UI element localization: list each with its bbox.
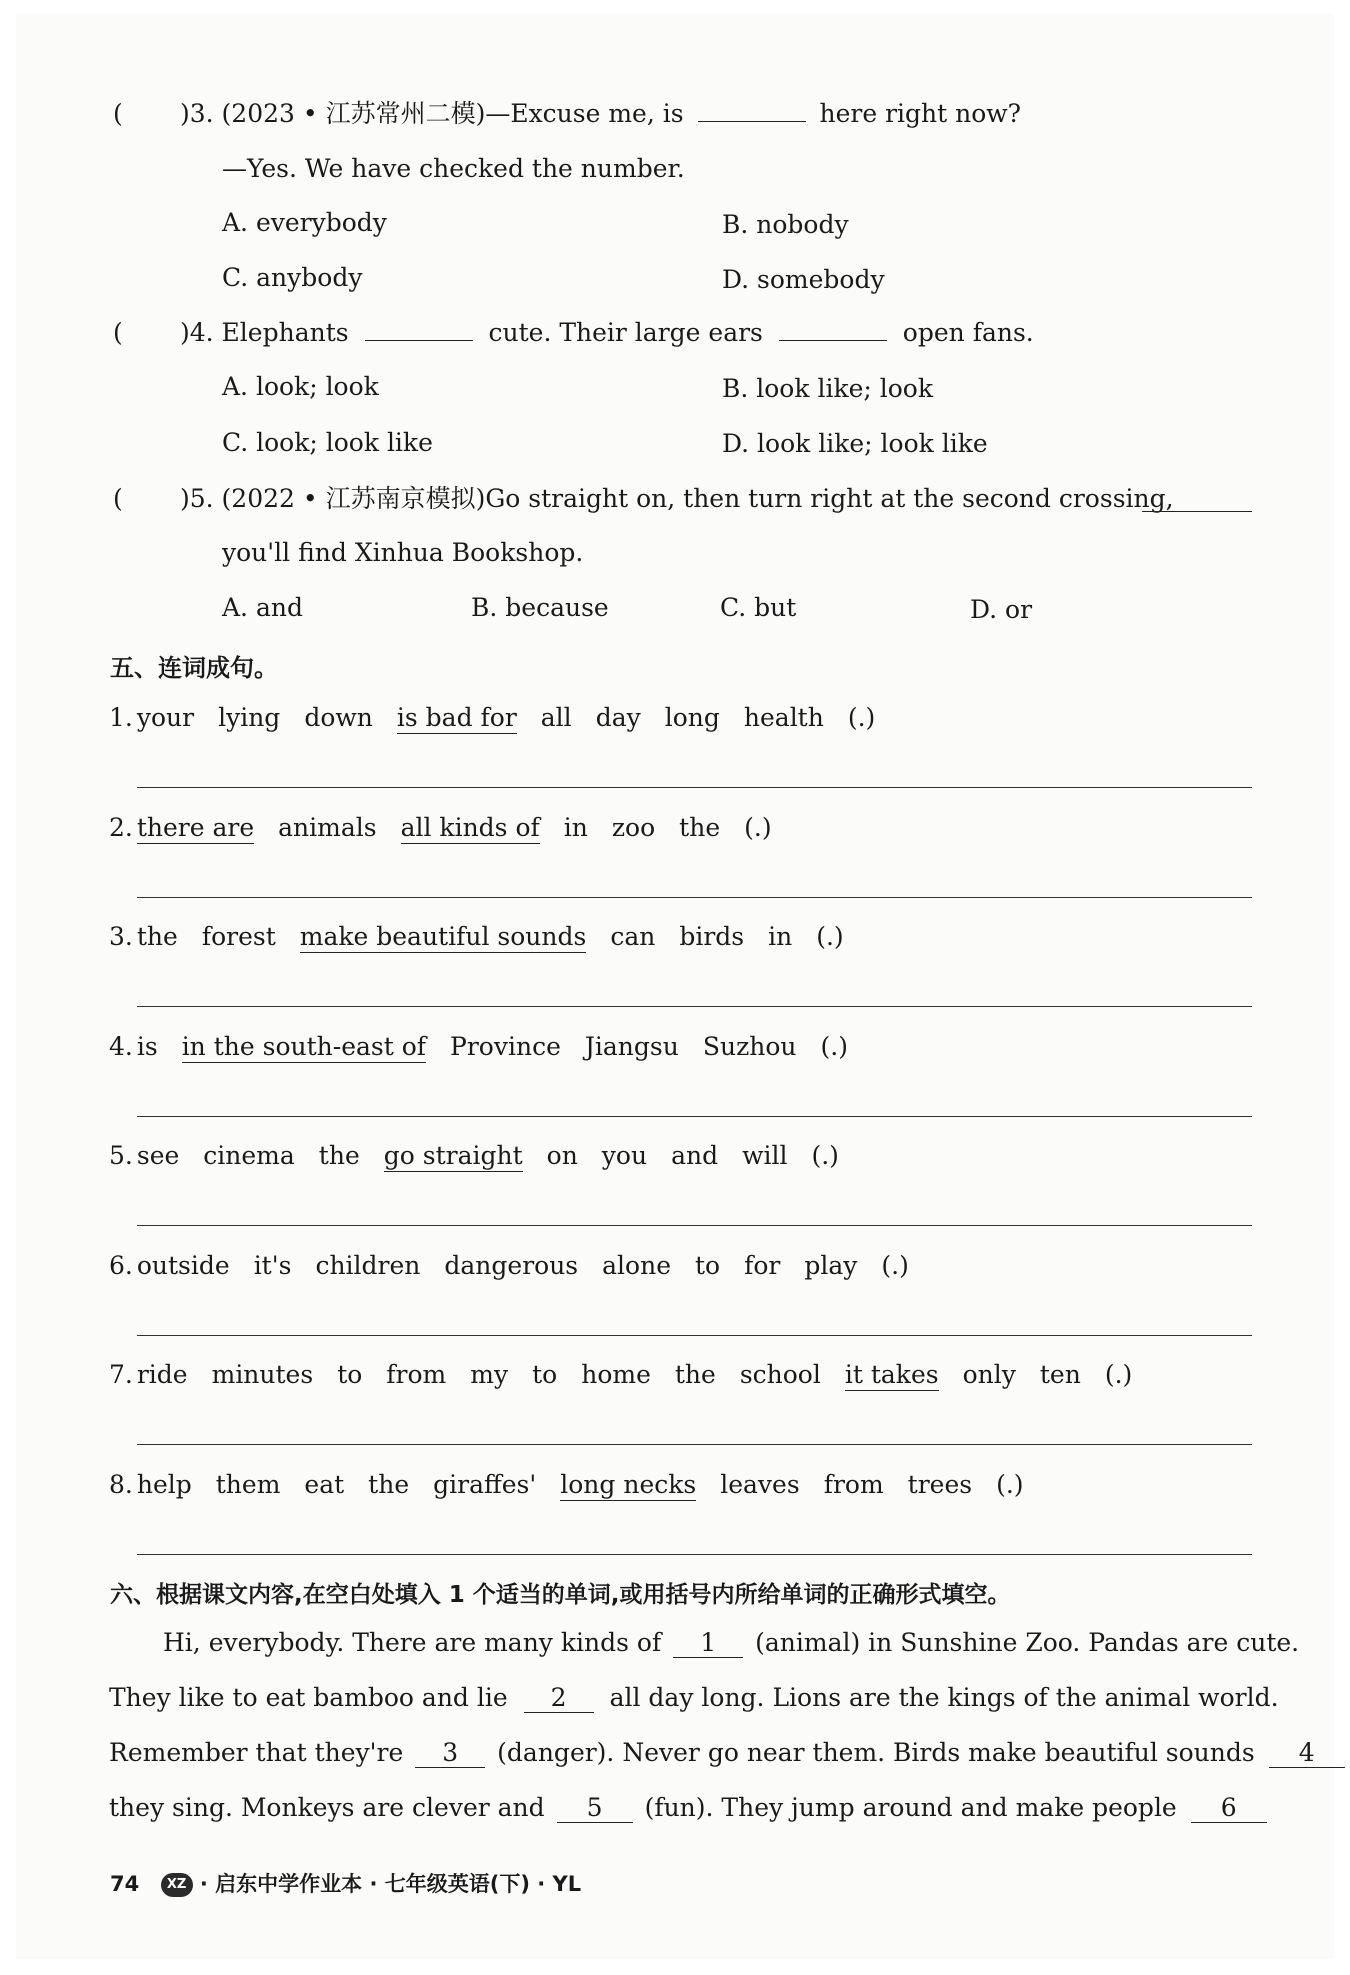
- reorder-word: long: [664, 703, 720, 732]
- q3-stem-start: )3. (2023 • 江苏常州二模)—Excuse me, is: [180, 99, 684, 128]
- reorder-word: to: [532, 1360, 558, 1389]
- reorder-word: there are: [136, 812, 255, 842]
- reorder-word: animals: [278, 812, 377, 842]
- reorder-word: the: [136, 922, 178, 951]
- reorder-word: the: [368, 1469, 410, 1499]
- passage-1a: Hi, everybody. There are many kinds of: [163, 1628, 662, 1657]
- reorder-word: day: [595, 703, 641, 732]
- answer-line[interactable]: [137, 1554, 1252, 1555]
- q4-option-c[interactable]: C. look; look like: [222, 428, 433, 457]
- reorder-word: will: [742, 1141, 788, 1170]
- reorder-item: [109, 922, 868, 952]
- reorder-word: is bad for: [396, 703, 517, 732]
- passage-line-2: [109, 1683, 1279, 1713]
- reorder-word: go straight: [383, 1141, 523, 1170]
- reorder-word: cinema: [203, 1141, 295, 1170]
- answer-line[interactable]: [137, 787, 1252, 788]
- reorder-item: [109, 813, 796, 843]
- passage-3a: Remember that they're: [109, 1738, 404, 1767]
- reorder-word: alone: [602, 1250, 671, 1280]
- reorder-word: your: [136, 703, 195, 732]
- q5-stem-text: )5. (2022 • 江苏南京模拟)Go straight on, then turn right at the second crossing,: [180, 484, 1174, 513]
- q3-line2: —Yes. We have checked the number.: [222, 154, 685, 183]
- reorder-word: from: [823, 1469, 884, 1499]
- passage-2a: They like to eat bamboo and lie: [109, 1683, 508, 1712]
- q5-line2: you'll find Xinhua Bookshop.: [222, 538, 584, 567]
- section6-title: 六、根据课文内容,在空白处填入 1 个适当的单词,或用括号内所给单词的正确形式填空。: [110, 1582, 1011, 1608]
- passage-blank-6[interactable]: 6: [1191, 1794, 1267, 1823]
- reorder-word: children: [315, 1250, 421, 1280]
- reorder-word: the: [318, 1141, 360, 1170]
- q5-paren: (: [113, 484, 123, 513]
- passage-3b: (danger). Never go near them. Birds make beautiful sounds: [497, 1738, 1255, 1767]
- reorder-word: lying: [218, 703, 281, 732]
- page-number: 74: [110, 1872, 140, 1896]
- reorder-word: dangerous: [444, 1250, 579, 1280]
- reorder-word: Province: [450, 1031, 561, 1061]
- reorder-word: outside: [136, 1250, 230, 1280]
- worksheet-page: [16, 14, 1334, 1959]
- reorder-word: (.): [816, 922, 844, 951]
- publisher-logo-icon: XZ: [161, 1873, 193, 1897]
- reorder-item: [109, 703, 899, 733]
- q3-stem: [180, 99, 1021, 129]
- reorder-word: giraffes': [433, 1469, 537, 1499]
- reorder-word: my: [470, 1360, 509, 1389]
- reorder-item-number: 8.: [109, 1469, 133, 1499]
- reorder-word: Suzhou: [702, 1031, 797, 1061]
- reorder-word: in the south-east of: [181, 1031, 427, 1061]
- reorder-word: only: [962, 1360, 1016, 1389]
- reorder-word: all: [540, 703, 572, 732]
- q4-stem-start: )4. Elephants: [180, 318, 349, 347]
- answer-line[interactable]: [137, 1116, 1252, 1117]
- passage-line-1: [163, 1628, 1299, 1658]
- q3-paren: (: [113, 99, 123, 128]
- reorder-word: (.): [820, 1031, 848, 1061]
- q3-option-c[interactable]: C. anybody: [222, 263, 363, 292]
- q5-option-d[interactable]: D. or: [970, 595, 1033, 624]
- reorder-word: birds: [679, 922, 745, 951]
- reorder-word: and: [671, 1141, 719, 1170]
- reorder-word: see: [136, 1141, 180, 1170]
- reorder-word: (.): [811, 1141, 839, 1170]
- reorder-word: make beautiful sounds: [299, 922, 587, 951]
- reorder-word: help: [136, 1469, 192, 1499]
- reorder-word: you: [601, 1141, 648, 1170]
- reorder-word: down: [304, 703, 373, 732]
- answer-line[interactable]: [137, 1444, 1252, 1445]
- passage-blank-1[interactable]: 1: [673, 1629, 743, 1658]
- q3-stem-end: here right now?: [819, 99, 1022, 128]
- q4-stem-end: open fans.: [902, 318, 1034, 347]
- q4-option-a[interactable]: A. look; look: [222, 372, 379, 401]
- reorder-word: (.): [744, 812, 772, 842]
- passage-2b: all day long. Lions are the kings of the animal world.: [609, 1683, 1279, 1712]
- reorder-word: it's: [253, 1250, 292, 1280]
- q4-paren: (: [113, 318, 123, 347]
- q4-stem-middle: cute. Their large ears: [488, 318, 763, 347]
- reorder-word: to: [695, 1250, 721, 1280]
- reorder-word: trees: [907, 1469, 973, 1499]
- reorder-word: school: [739, 1360, 821, 1389]
- section5-title: 五、连词成句。: [110, 654, 278, 682]
- reorder-word: from: [386, 1360, 447, 1389]
- reorder-word: them: [215, 1469, 281, 1499]
- q4-blank-2[interactable]: [779, 318, 887, 341]
- reorder-word: can: [610, 922, 656, 951]
- answer-line[interactable]: [137, 1225, 1252, 1226]
- passage-line-4: [109, 1793, 1267, 1823]
- reorder-word: (.): [847, 703, 876, 732]
- reorder-word: ten: [1039, 1360, 1081, 1389]
- reorder-word: Jiangsu: [584, 1031, 679, 1061]
- q5-option-b[interactable]: B. because: [471, 593, 609, 622]
- reorder-item-number: 3.: [109, 922, 133, 951]
- reorder-word: the: [674, 1360, 716, 1389]
- reorder-item-number: 2.: [109, 812, 133, 842]
- reorder-word: to: [337, 1360, 363, 1389]
- reorder-item: [109, 1251, 933, 1281]
- q4-blank-1[interactable]: [365, 318, 473, 341]
- reorder-item-number: 7.: [109, 1360, 133, 1389]
- reorder-word: all kinds of: [400, 812, 540, 842]
- reorder-item: [109, 1032, 872, 1062]
- passage-4a: they sing. Monkeys are clever and: [109, 1793, 545, 1822]
- reorder-word: forest: [201, 922, 276, 951]
- footer-text: · 启东中学作业本 · 七年级英语(下) · YL: [199, 1872, 582, 1896]
- reorder-item-number: 4.: [109, 1031, 133, 1061]
- q3-option-d[interactable]: D. somebody: [722, 265, 885, 294]
- answer-line[interactable]: [137, 1335, 1252, 1336]
- reorder-word: leaves: [720, 1469, 800, 1499]
- reorder-word: zoo: [611, 812, 656, 842]
- reorder-word: in: [563, 812, 588, 842]
- passage-blank-2[interactable]: 2: [524, 1684, 594, 1713]
- reorder-item-number: 6.: [109, 1250, 133, 1280]
- reorder-word: ride: [136, 1360, 188, 1389]
- reorder-word: is: [136, 1031, 158, 1061]
- answer-line[interactable]: [137, 1006, 1252, 1007]
- q3-blank[interactable]: [698, 99, 806, 122]
- q3-option-b[interactable]: B. nobody: [722, 210, 849, 239]
- q5-stem: [180, 484, 1174, 514]
- reorder-word: eat: [304, 1469, 345, 1499]
- reorder-word: (.): [1104, 1360, 1133, 1389]
- reorder-item-number: 1.: [109, 703, 133, 732]
- passage-line-3: [109, 1738, 1345, 1768]
- passage-blank-3[interactable]: 3: [415, 1739, 485, 1768]
- q3-option-a[interactable]: A. everybody: [222, 208, 387, 237]
- passage-1b: (animal) in Sunshine Zoo. Pandas are cute.: [755, 1628, 1300, 1657]
- answer-line[interactable]: [137, 897, 1252, 898]
- reorder-item-number: 5.: [109, 1141, 133, 1170]
- reorder-item: [109, 1141, 863, 1171]
- reorder-item: [109, 1470, 1048, 1500]
- q4-option-b[interactable]: B. look like; look: [722, 374, 934, 403]
- footer: [110, 1868, 581, 1898]
- q5-blank[interactable]: [1142, 511, 1252, 512]
- q4-option-d[interactable]: D. look like; look like: [722, 429, 988, 458]
- reorder-word: it takes: [844, 1360, 939, 1389]
- reorder-word: for: [744, 1250, 781, 1280]
- q5-option-c[interactable]: C. but: [720, 593, 797, 622]
- reorder-word: minutes: [211, 1360, 314, 1389]
- reorder-word: the: [679, 812, 721, 842]
- reorder-item: [109, 1360, 1156, 1390]
- reorder-word: long necks: [560, 1469, 697, 1499]
- reorder-word: home: [581, 1360, 651, 1389]
- passage-blank-4[interactable]: 4: [1269, 1739, 1345, 1768]
- passage-blank-5[interactable]: 5: [557, 1794, 633, 1823]
- reorder-word: on: [546, 1141, 578, 1170]
- reorder-word: (.): [881, 1250, 909, 1280]
- reorder-word: play: [804, 1250, 858, 1280]
- q5-option-a[interactable]: A. and: [222, 593, 303, 622]
- passage-4b: (fun). They jump around and make people: [644, 1793, 1177, 1822]
- reorder-word: health: [743, 703, 824, 732]
- reorder-word: (.): [996, 1469, 1024, 1499]
- reorder-word: in: [768, 922, 793, 951]
- q4-stem: [180, 318, 1034, 348]
